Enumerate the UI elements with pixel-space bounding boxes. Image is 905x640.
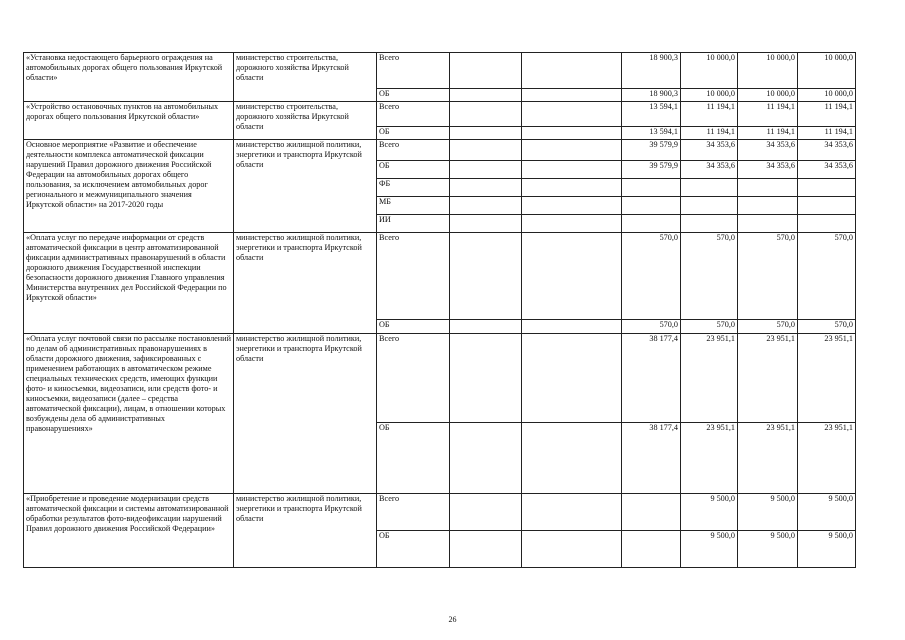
value-cell [738,197,798,215]
value-cell: 570,0 [681,320,738,334]
value-cell: 13 594,1 [622,102,681,127]
value-cell: 570,0 [798,320,856,334]
funding-source: ОБ [377,320,450,334]
value-cell: 570,0 [738,320,798,334]
value-cell: 23 951,1 [681,334,738,423]
table-row [24,233,856,320]
funding-source: ФБ [377,179,450,197]
value-cell [681,215,738,233]
measure-description: «Установка недостающего барьерного ограждения на автомобильных дорогах общего пользования Иркутской области» [24,53,234,102]
value-cell: 34 353,6 [798,140,856,161]
value-cell: 570,0 [681,233,738,320]
value-cell: 34 353,6 [738,140,798,161]
value-cell [622,531,681,568]
table-row [24,140,856,161]
value-cell: 570,0 [622,233,681,320]
value-cell: 34 353,6 [681,140,738,161]
value-cell [622,215,681,233]
value-cell: 11 194,1 [798,102,856,127]
value-cell: 9 500,0 [798,494,856,531]
responsible-org: министерство жилищной политики, энергетики и транспорта Иркутской области [234,233,377,334]
table-row [24,53,856,89]
value-cell: 34 353,6 [798,161,856,179]
value-cell [798,179,856,197]
value-cell: 18 900,3 [622,89,681,102]
value-cell: 10 000,0 [681,89,738,102]
funding-source: Всего [377,233,450,320]
value-cell: 18 900,3 [622,53,681,89]
value-cell: 23 951,1 [738,423,798,494]
page-number: 26 [448,615,457,624]
measure-description: «Приобретение и проведение модернизации средств автоматической фиксации и системы автоматизированной обработки результатов фото-видеофиксации нарушений Правил дорожного движения Российской Федерации» [24,494,234,568]
value-cell [622,179,681,197]
table-row [24,102,856,127]
value-cell [738,179,798,197]
value-cell [681,197,738,215]
value-cell: 11 194,1 [681,102,738,127]
value-cell: 23 951,1 [681,423,738,494]
value-cell: 11 194,1 [681,127,738,140]
responsible-org: министерство жилищной политики, энергетики и транспорта Иркутской области [234,334,377,494]
value-cell [622,197,681,215]
value-cell: 34 353,6 [738,161,798,179]
table-row [24,334,856,423]
value-cell [622,494,681,531]
value-cell: 11 194,1 [738,102,798,127]
value-cell: 23 951,1 [798,334,856,423]
value-cell [798,215,856,233]
funding-source: МБ [377,197,450,215]
responsible-org: министерство жилищной политики, энергетики и транспорта Иркутской области [234,140,377,233]
value-cell: 11 194,1 [738,127,798,140]
value-cell: 10 000,0 [738,89,798,102]
funding-source: Всего [377,334,450,423]
funding-source: Всего [377,494,450,531]
value-cell: 23 951,1 [798,423,856,494]
measure-description: «Оплата услуг почтовой связи по рассылке постановлений по делам об административных правонарушениях в области дорожного движения, зафиксированных с применением работающих в автоматическом режиме специальных технических средств, имеющих функции фото- и киносъемки, видеозаписи, или средств фото- и киносъемки, видеозаписи (далее – средства автоматической фиксации), лицам, в отношении которых возбуждены дела об административных правонарушениях» [24,334,234,494]
value-cell [798,197,856,215]
value-cell: 34 353,6 [681,161,738,179]
value-cell: 38 177,4 [622,423,681,494]
table-row [24,494,856,531]
funding-source: ИИ [377,215,450,233]
funding-source: Всего [377,53,450,89]
value-cell: 11 194,1 [798,127,856,140]
funding-source: ОБ [377,89,450,102]
funding-source: Всего [377,140,450,161]
value-cell: 39 579,9 [622,140,681,161]
value-cell: 9 500,0 [738,531,798,568]
value-cell: 10 000,0 [798,89,856,102]
funding-source: ОБ [377,161,450,179]
value-cell: 10 000,0 [798,53,856,89]
measure-description: «Оплата услуг по передаче информации от средств автоматической фиксации в центр автоматизированной фиксации административных правонарушений в области дорожного движения Государственной инспекции безопасности дорожного движения Главного управления Министерства внутренних дел Российской Федерации по Иркутской области» [24,233,234,334]
budget-table [23,52,856,568]
value-cell [681,179,738,197]
value-cell: 10 000,0 [738,53,798,89]
measure-description: «Устройство остановочных пунктов на автомобильных дорогах общего пользования Иркутской области» [24,102,234,140]
value-cell: 9 500,0 [681,531,738,568]
funding-source: Всего [377,102,450,127]
value-cell: 23 951,1 [738,334,798,423]
measure-description: Основное мероприятие «Развитие и обеспечение деятельности комплекса автоматической фиксации нарушений Правил дорожного движения Российской Федерации на автомобильных дорогах общего пользования, за исключением автомобильных дорог регионального и межмуниципального значения Иркутской области» на 2017-2020 годы [24,140,234,233]
value-cell: 570,0 [798,233,856,320]
responsible-org: министерство строительства, дорожного хозяйства Иркутской области [234,53,377,102]
value-cell: 570,0 [622,320,681,334]
responsible-org: министерство жилищной политики, энергетики и транспорта Иркутской области [234,494,377,568]
value-cell: 39 579,9 [622,161,681,179]
funding-source: ОБ [377,531,450,568]
value-cell: 570,0 [738,233,798,320]
value-cell: 38 177,4 [622,334,681,423]
value-cell: 9 500,0 [738,494,798,531]
funding-source: ОБ [377,423,450,494]
value-cell [738,215,798,233]
funding-source: ОБ [377,127,450,140]
value-cell: 9 500,0 [798,531,856,568]
value-cell: 10 000,0 [681,53,738,89]
value-cell: 9 500,0 [681,494,738,531]
responsible-org: министерство строительства, дорожного хозяйства Иркутской области [234,102,377,140]
value-cell: 13 594,1 [622,127,681,140]
